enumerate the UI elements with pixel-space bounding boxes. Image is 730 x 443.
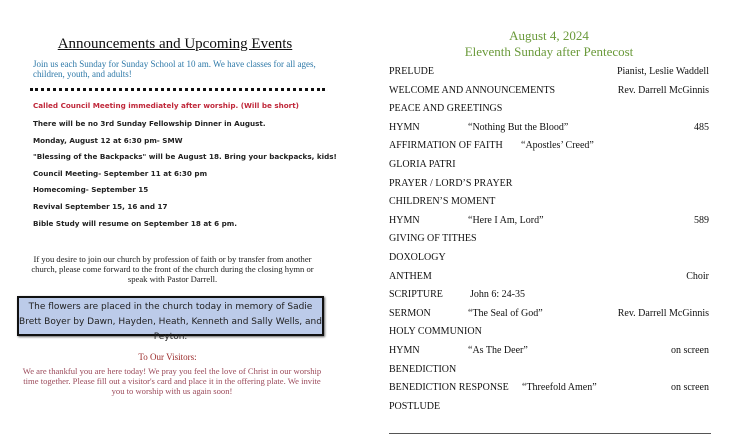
order-of-worship-row <box>389 85 709 101</box>
order-of-worship-row <box>389 364 709 380</box>
announcement-item: Homecoming- September 15 <box>33 185 149 195</box>
order-of-worship-row <box>389 66 709 82</box>
worship-element: SERMON <box>389 307 431 319</box>
worship-element: POSTLUDE <box>389 400 441 412</box>
worship-element: PRAYER / LORD’S PRAYER <box>389 177 513 189</box>
worship-element: HYMN <box>389 121 420 133</box>
announcement-item: Bible Study will resume on September 18 at 6 pm. <box>33 218 237 228</box>
worship-detail: “Here I Am, Lord” <box>468 214 544 226</box>
worship-element: ANTHEM <box>389 270 432 282</box>
announcement-item: Council Meeting- September 11 at 6:30 pm <box>33 168 208 178</box>
worship-element: HOLY COMMUNION <box>389 326 482 338</box>
worship-detail: “Apostles’ Creed” <box>521 140 594 152</box>
worship-element: PEACE AND GREETINGS <box>389 103 503 115</box>
order-of-worship-row <box>389 326 709 342</box>
worship-element: BENEDICTION <box>389 363 457 375</box>
worship-detail: “The Seal of God” <box>468 307 543 319</box>
announcements-title: Announcements and Upcoming Events <box>57 36 293 52</box>
worship-leader: on screen <box>670 382 709 394</box>
order-of-worship-row <box>389 401 709 417</box>
order-of-worship-row <box>389 122 709 138</box>
worship-detail: “Nothing But the Blood” <box>468 121 569 133</box>
urgent-announcement: Called Council Meeting immediately after worship. (Will be short) <box>33 101 299 110</box>
service-date: August 4, 2024 <box>509 28 589 43</box>
worship-element: HYMN <box>389 214 420 226</box>
announcement-item: There will be no 3rd Sunday Fellowship Dinner in August. <box>33 119 266 128</box>
worship-leader: Rev. Darrell McGinnis <box>617 307 709 319</box>
worship-element: WELCOME AND ANNOUNCEMENTS <box>389 84 556 96</box>
order-of-worship-row <box>389 233 709 249</box>
order-of-worship-row <box>389 308 709 324</box>
announcement-item: "Blessing of the Backpacks" will be August 18. Bring your backpacks, kids! <box>33 152 337 162</box>
announcement-item: Revival September 15, 16 and 17 <box>33 202 168 211</box>
bottom-rule <box>389 433 711 434</box>
order-of-worship-row <box>389 159 709 175</box>
worship-element: PRELUDE <box>389 66 434 77</box>
worship-leader: Pianist, Leslie Waddell <box>616 66 709 77</box>
worship-element: SCRIPTURE <box>389 289 443 301</box>
worship-element: GIVING OF TITHES <box>389 233 477 245</box>
membership-note: If you desire to join our church by profession of faith or by transfer from another church, please come forward to the front of the church during the closing hymn or speak with Pastor Darrell. <box>31 254 314 284</box>
worship-leader: Rev. Darrell McGinnis <box>617 84 709 96</box>
order-of-worship-row <box>389 252 709 268</box>
visitors-title: To Our Visitors: <box>138 352 197 362</box>
worship-element: GLORIA PATRI <box>389 159 456 170</box>
announcement-item: Monday, August 12 at 6:30 pm- SMW <box>33 135 183 145</box>
worship-element: AFFIRMATION OF FAITH <box>389 140 503 152</box>
sunday-school-note: Join us each Sunday for Sunday School at 10 am. We have classes for all ages, children, youth, and adults! <box>33 59 316 79</box>
order-of-worship-row <box>389 345 709 361</box>
order-of-worship-row <box>389 382 709 398</box>
worship-element: HYMN <box>389 345 420 356</box>
worship-detail: “As The Deer” <box>468 345 528 356</box>
order-of-worship-row <box>389 140 709 156</box>
visitors-message: We are thankful you are here today! We pray you feel the love of Christ in our worship time together. Please fill out a visitor's card and place it in the offering plate. We invite you to worship with us again soon! <box>22 366 322 396</box>
worship-element: CHILDREN’S MOMENT <box>389 196 496 208</box>
worship-leader: 589 <box>694 214 709 226</box>
order-of-worship-row <box>389 289 709 305</box>
worship-detail: “Threefold Amen” <box>522 382 597 394</box>
flowers-dedication-box: The flowers are placed in the church today in memory of Sadie Brett Boyer by Dawn, Hayden, Heath, Kenneth and Sally Wells, and Peyton. <box>17 296 324 336</box>
order-of-worship-row <box>389 196 709 212</box>
order-of-worship-row <box>389 215 709 231</box>
order-of-worship-row <box>389 271 709 287</box>
order-of-worship-row <box>389 103 709 119</box>
worship-leader: Choir <box>686 270 709 282</box>
order-of-worship-row <box>389 178 709 194</box>
worship-element: DOXOLOGY <box>389 252 446 263</box>
worship-leader: 485 <box>694 121 709 133</box>
dotted-divider <box>30 88 325 91</box>
worship-leader: on screen <box>670 345 709 356</box>
liturgical-day: Eleventh Sunday after Pentecost <box>464 44 634 59</box>
worship-element: BENEDICTION RESPONSE <box>389 382 509 394</box>
worship-detail: John 6: 24-35 <box>470 289 525 301</box>
